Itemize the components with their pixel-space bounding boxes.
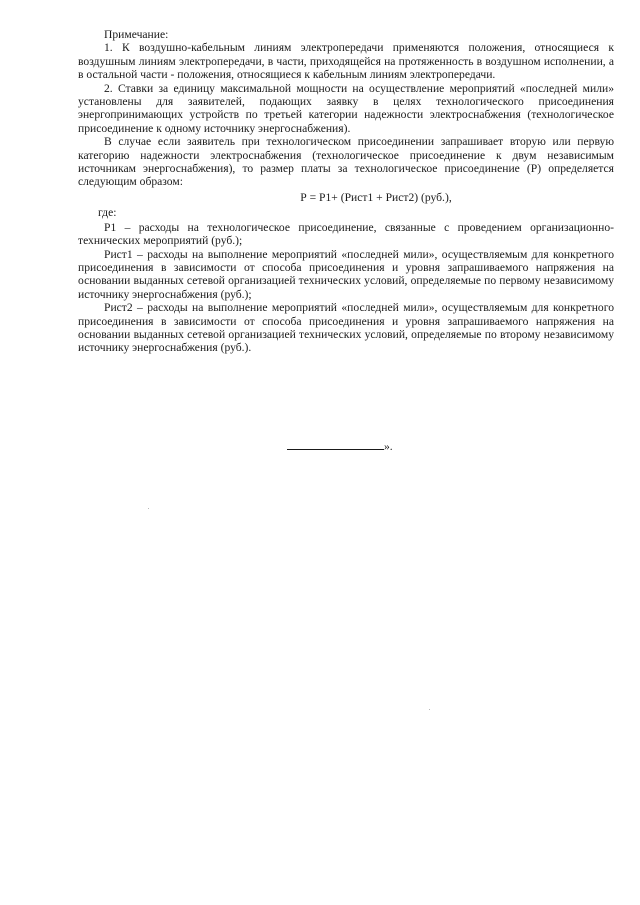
note-heading: Примечание: [104,28,169,41]
formula: Р = Р1+ (Рист1 + Рист2) (руб.), [300,190,452,204]
scan-speck [148,508,149,509]
where-label: где: [98,206,117,220]
signature-underline [287,440,384,450]
definition-p1: Р1 – расходы на технологическое присоединение, связанные с проведением организационно-технических мероприятий (руб.); [78,220,614,248]
paragraph-2: 2. Ставки за единицу максимальной мощности на осуществление мероприятий «последней мили» установлены для заявителей, подающих заявку в целях технологического присоединения энергопринимающих устройств по третьей категории надежности электроснабжения (технологическое присоединение к одному источнику энергоснабжения). [78,81,614,135]
definition-rist1: Рист1 – расходы на выполнение мероприятий «последней мили», осуществляемым для конкретного присоединения в зависимости от способа присоединения и уровня запрашиваемого напряжения на основании выданных сетевой организацией технических условий, определяемые по первому независимому источнику энергоснабжения (руб.); [78,247,614,301]
scan-speck [429,709,430,710]
paragraph-1: 1. К воздушно-кабельным линиям электропередачи применяются положения, относящиеся к воздушным линиям электропередачи, в части, приходящейся на протяженность в воздушном исполнении, а в остальной части - положения, относящиеся к кабельным линиям электропередачи. [78,41,614,82]
paragraph-3: В случае если заявитель при технологическом присоединении запрашивает вторую или первую категорию надежности электроснабжения (технологическое присоединение к двум независимым источникам энергоснабжения), то размер платы за технологическое присоединение (Р) определяется следующим образом: [78,135,614,189]
closing-line [287,440,393,453]
closing-quote: ». [384,440,393,453]
definition-rist2: Рист2 – расходы на выполнение мероприятий «последней мили», осуществляемым для конкретного присоединения в зависимости от способа присоединения и уровня запрашиваемого напряжения на основании выданных сетевой организацией технических условий, определяемые по второму независимому источнику энергоснабжения (руб.). [78,301,614,355]
document-body [78,28,614,355]
